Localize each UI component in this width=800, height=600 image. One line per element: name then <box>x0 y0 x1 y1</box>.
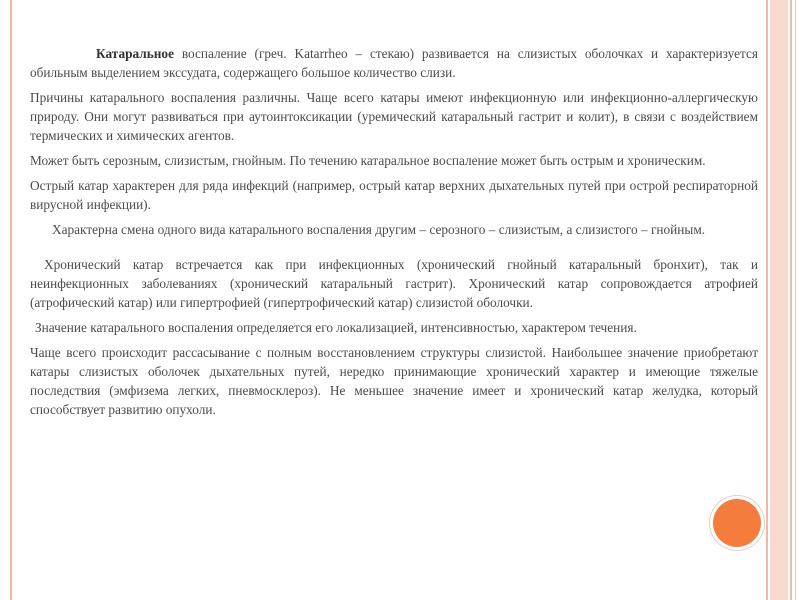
term-catarrhal: Катаральное <box>96 46 174 61</box>
right-border-line <box>795 0 796 600</box>
paragraph-types: Может быть серозным, слизистым, гнойным. По течению катаральное воспаление может быть острым и хроническим. <box>30 153 706 168</box>
paragraph-acute: Острый катар характерен для ряда инфекций (например, острый катар верхних дыхательных путей при острой респираторной вирусной инфекции). <box>30 178 758 212</box>
paragraph-outcome: Чаще всего происходит рассасывание с полным восстановлением структуры слизистой. Наибольшее значение приобретают катары слизистых оболочек дыхательных путей, нередко принимающие хронический характер и имеющие тяжелые последствия (эмфизема легких, пневмосклероз). Не меньшее значение имеет и хронический катар желудка, который способствует развитию опухоли. <box>30 345 758 417</box>
paragraph-significance: Значение катарального воспаления определяется его локализацией, интенсивностью, характером течения. <box>35 320 637 335</box>
right-border-line <box>766 0 768 600</box>
paragraph-definition <box>30 44 758 82</box>
paragraph-change: Характерна смена одного вида катарального воспаления другим – серозного – слизистым, а слизистого – гнойным. <box>52 222 706 237</box>
right-border-line <box>790 0 792 600</box>
paragraph-chronic: Хронический катар встречается как при инфекционных (хронический гнойный катаральный бронхит), так и неинфекционных заболеваниях (хронический катаральный гастрит). Хронический катар сопровождается атрофией (атрофический катар) или гипертрофией (гипертрофический катар) слизистой оболочки. <box>30 257 758 310</box>
left-border-line <box>10 0 12 600</box>
right-border-band <box>770 0 788 600</box>
paragraph-causes: Причины катарального воспаления различны. Чаще всего катары имеют инфекционную или инфекционно-аллергическую природу. Они могут развиваться при аутоинтоксикации (уремический катаральный гастрит и колит), в связи с воздействием термических и химических агентов. <box>30 90 758 143</box>
slide-text-body <box>30 44 758 419</box>
definition-text: воспаление (греч. Katarrheo – стекаю) развивается на слизистых оболочках и характеризуется обильным выделением экссудата, содержащего большое количество слизи. <box>30 46 758 80</box>
orange-circle-decoration <box>713 499 761 547</box>
